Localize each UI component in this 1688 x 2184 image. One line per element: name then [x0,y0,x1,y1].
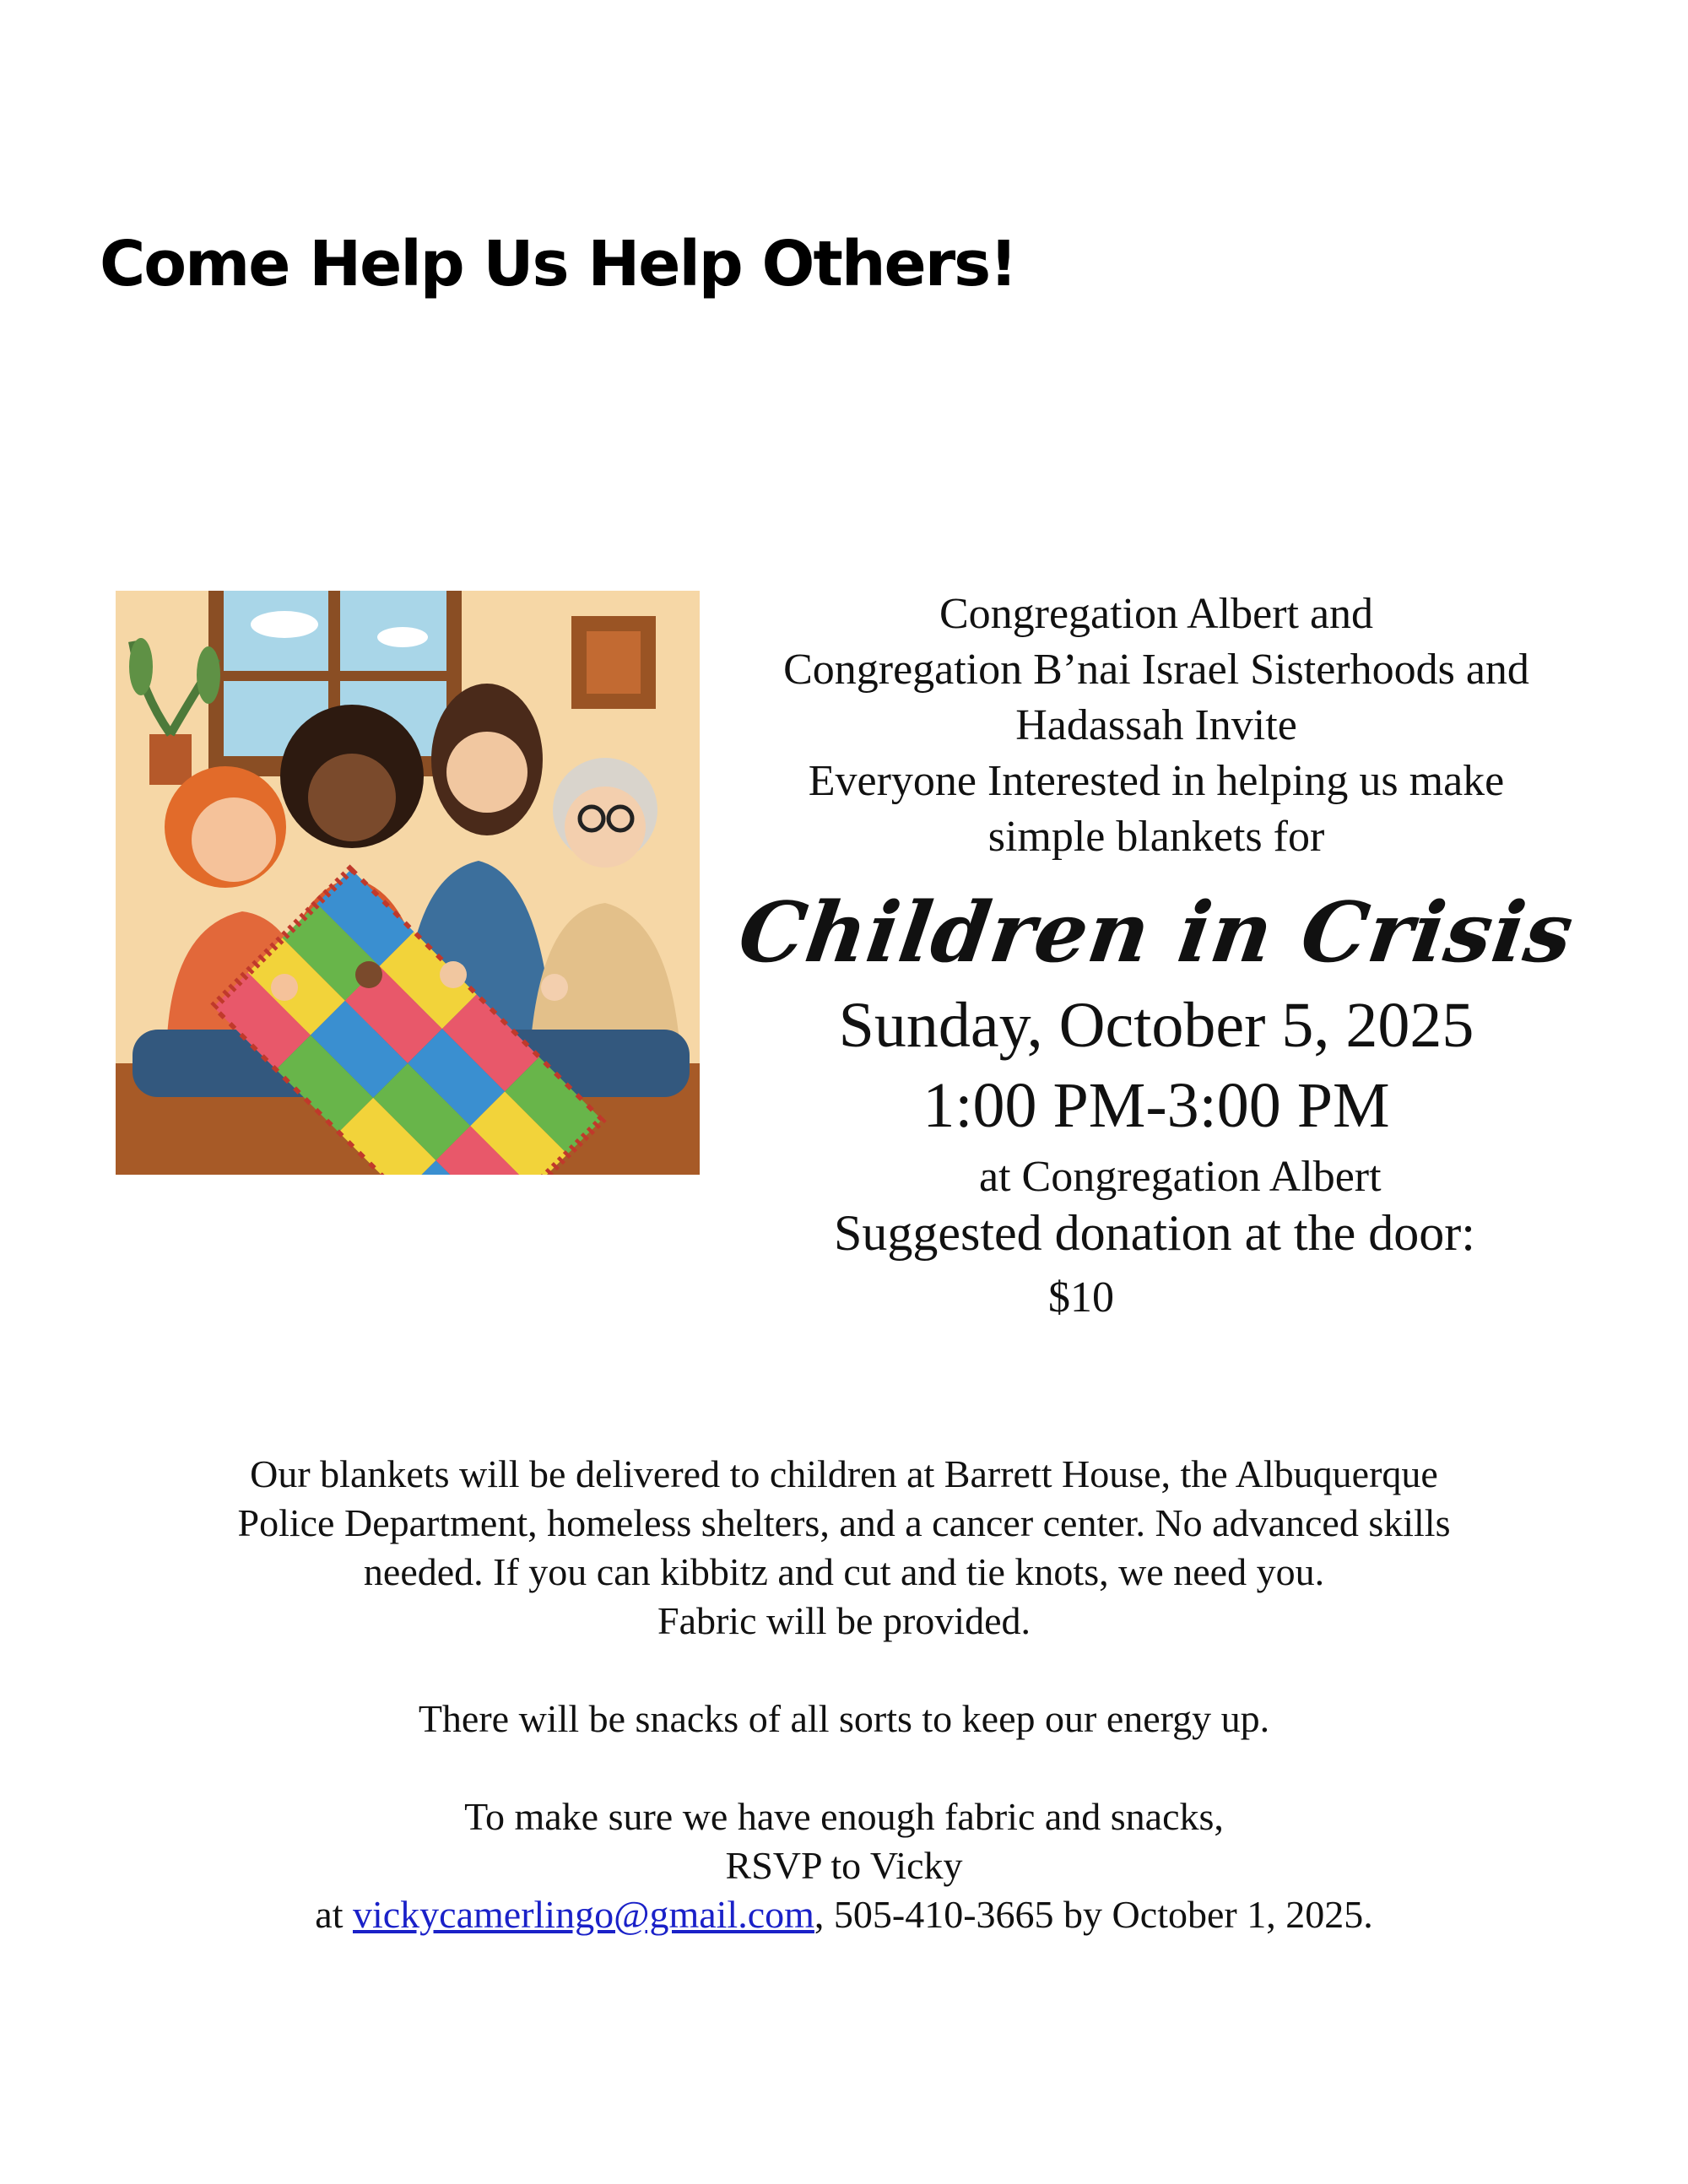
invite-line: simple blankets for [987,813,1325,861]
invitation-text [709,587,1604,865]
description-line: Fabric will be provided. [657,1599,1031,1642]
invite-line: Congregation Albert and [939,590,1374,638]
rsvp-suffix: , 505-410-3665 by October 1, 2025. [814,1893,1373,1936]
page-headline: Come Help Us Help Others! [100,228,1016,300]
event-venue: at Congregation Albert [979,1153,1382,1201]
rsvp-line-2: RSVP to Vicky [725,1844,963,1887]
donation-label: Suggested donation at the door: [834,1205,1475,1261]
description-line: needed. If you can kibbitz and cut and tie knots, we need you. [363,1550,1325,1593]
invite-line: Hadassah Invite [1015,701,1297,749]
email-link[interactable]: vickycamerlingo@gmail.com [352,1893,814,1936]
snacks-line: There will be snacks of all sorts to keep our energy up. [418,1697,1270,1740]
event-time: 1:00 PM-3:00 PM [922,1070,1390,1141]
donation-amount: $10 [1048,1273,1114,1322]
event-title: Children in Crisis [733,884,1580,981]
invite-line: Congregation B’nai Israel Sisterhoods and [783,646,1529,694]
description-block [84,1450,1604,1939]
rsvp-line-1: To make sure we have enough fabric and snacks, [464,1795,1224,1838]
invite-line: Everyone Interested in helping us make [808,757,1505,805]
description-line: Our blankets will be delivered to children at Barrett House, the Albuquerque [250,1452,1438,1495]
blanket-making-illustration [116,591,700,1175]
event-date: Sunday, October 5, 2025 [838,990,1474,1061]
description-line: Police Department, homeless shelters, and a cancer center. No advanced skills [237,1501,1451,1544]
rsvp-contact-line [84,1890,1604,1939]
rsvp-prefix: at [315,1893,353,1936]
